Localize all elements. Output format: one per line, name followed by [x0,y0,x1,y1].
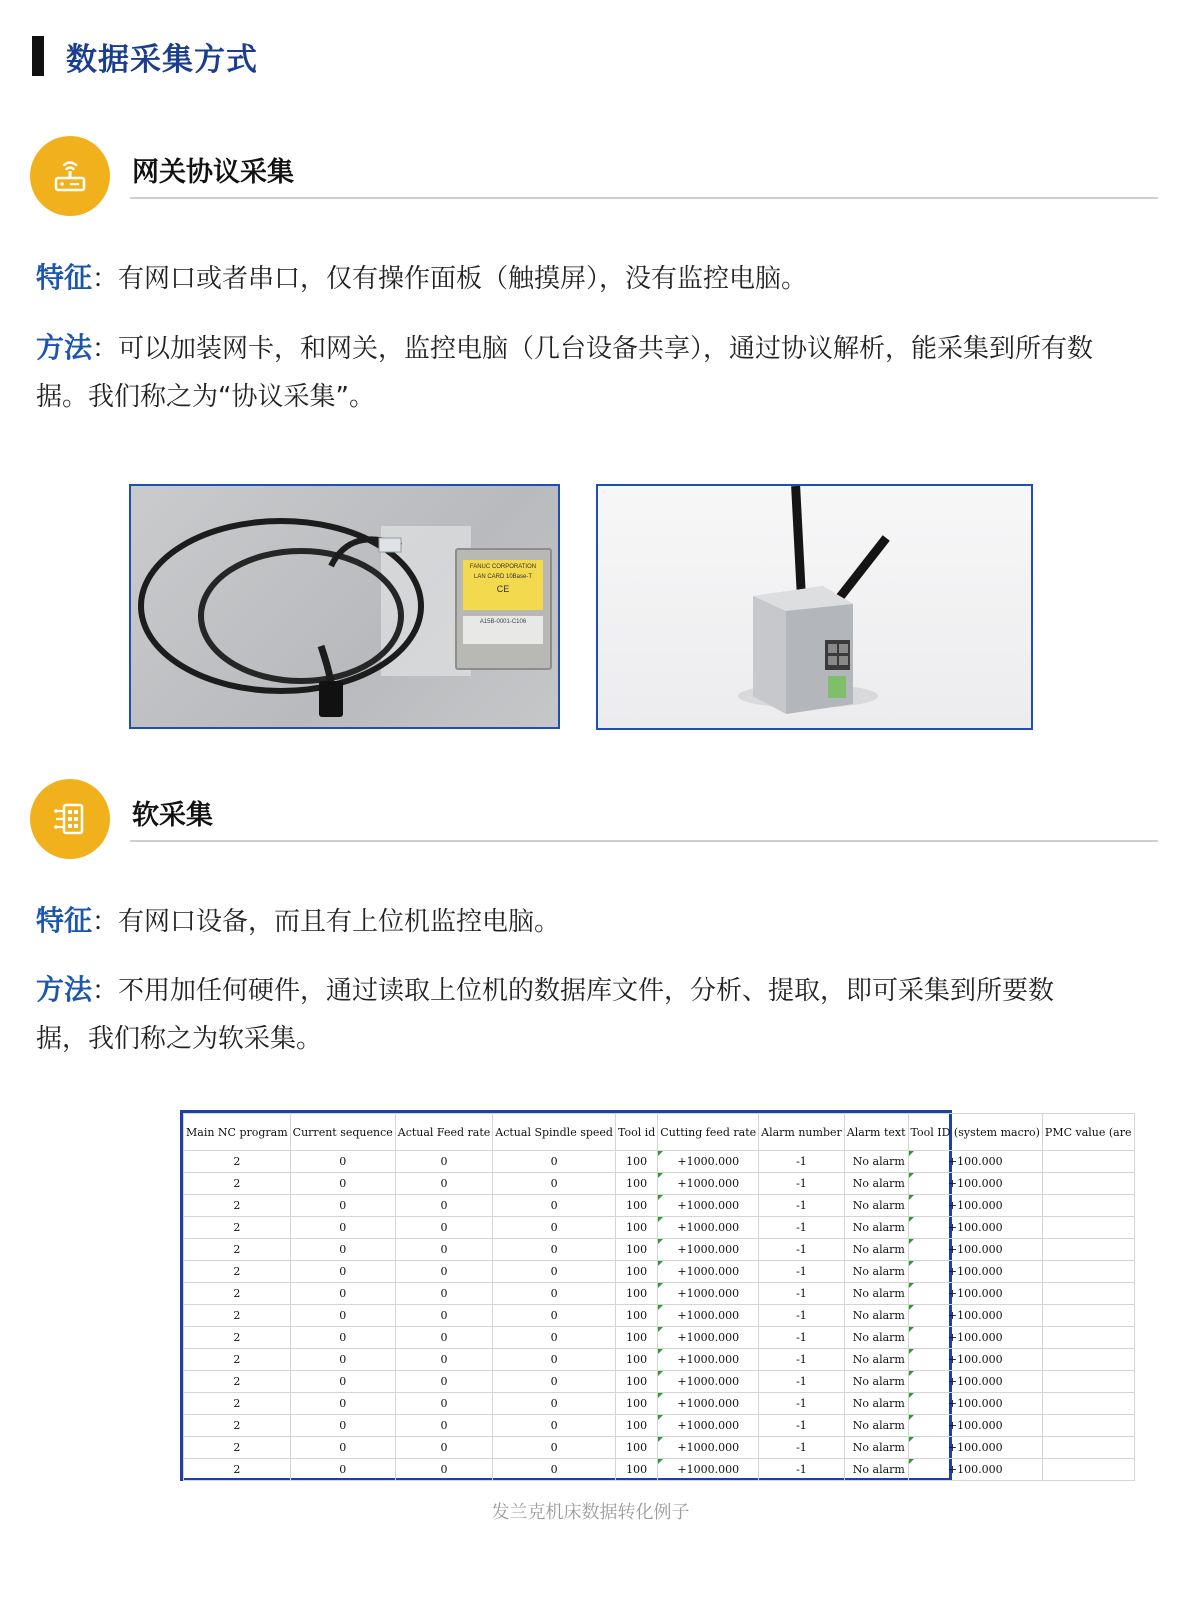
column-header: PMC value (are [1042,1114,1134,1151]
table-cell: +100.000 [908,1261,1042,1283]
card-label: LAN CARD 10Base-T [473,574,533,580]
table-cell: +100.000 [908,1151,1042,1173]
circuit-chip-icon [50,799,90,839]
table-cell: 2 [184,1415,291,1437]
table-cell: 100 [615,1415,657,1437]
table-cell: No alarm [844,1437,908,1459]
table-cell: No alarm [844,1371,908,1393]
table-cell: -1 [759,1459,845,1481]
table-row [184,1195,1135,1217]
column-header: Alarm number [759,1114,845,1151]
column-header: Tool id [615,1114,657,1151]
table-cell: -1 [759,1173,845,1195]
table-cell [1042,1371,1134,1393]
feature-paragraph-1 [36,254,1136,303]
table-cell [1042,1305,1134,1327]
table-cell: -1 [759,1151,845,1173]
table-cell [1042,1195,1134,1217]
table-cell: 0 [395,1371,493,1393]
table-cell: 2 [184,1349,291,1371]
fanuc-data-table [183,1113,1135,1481]
fanuc-data-table-frame [180,1110,1132,1481]
section-title: 网关协议采集 [132,157,294,188]
table-cell: 0 [493,1151,616,1173]
table-row [184,1459,1135,1481]
table-cell: +100.000 [908,1459,1042,1481]
table-cell: 2 [184,1195,291,1217]
method-paragraph-2 [36,966,1076,1063]
table-cell: 0 [395,1305,493,1327]
column-header: Main NC program [184,1114,291,1151]
page-title [32,36,258,76]
table-cell: 2 [184,1217,291,1239]
table-cell [1042,1261,1134,1283]
table-cell: 0 [290,1371,395,1393]
table-cell: 0 [290,1195,395,1217]
method-text: ：可以加装网卡，和网关，监控电脑（几台设备共享），通过协议解析，能采集到所有数据。我们称之为“协议采集”。 [36,334,1094,412]
table-cell: +1000.000 [658,1305,759,1327]
table-cell: No alarm [844,1393,908,1415]
table-cell: 0 [290,1283,395,1305]
table-cell: 0 [290,1393,395,1415]
method-paragraph-1 [36,324,1136,421]
table-cell: 0 [290,1305,395,1327]
table-cell: 0 [290,1349,395,1371]
table-cell: 0 [290,1437,395,1459]
table-cell: 100 [615,1327,657,1349]
table-row [184,1239,1135,1261]
table-cell: 0 [395,1217,493,1239]
table-row [184,1151,1135,1173]
table-cell: -1 [759,1239,845,1261]
section-divider [130,197,1158,199]
table-cell: -1 [759,1415,845,1437]
method-text: ：不用加任何硬件，通过读取上位机的数据库文件，分析、提取，即可采集到所要数据，我们称之为软采集。 [36,976,1055,1054]
table-cell: +1000.000 [658,1459,759,1481]
column-header: Tool ID (system macro) [908,1114,1042,1151]
table-cell: 0 [290,1415,395,1437]
table-cell: +1000.000 [658,1173,759,1195]
lan-card [455,548,552,670]
table-cell: 0 [290,1217,395,1239]
table-row [184,1437,1135,1459]
table-row [184,1371,1135,1393]
table-cell: No alarm [844,1459,908,1481]
table-cell: 0 [493,1349,616,1371]
method-label: 方法 [36,973,93,1006]
table-caption: 发兰克机床数据转化例子 [491,1502,690,1523]
section-header-gateway [30,136,1158,220]
table-cell [1042,1327,1134,1349]
table-cell: 100 [615,1393,657,1415]
table-cell: +100.000 [908,1239,1042,1261]
feature-paragraph-2 [36,897,1136,946]
table-cell: -1 [759,1327,845,1349]
table-cell: 0 [290,1327,395,1349]
table-cell: No alarm [844,1415,908,1437]
column-header: Current sequence [290,1114,395,1151]
feature-label: 特征 [36,261,93,294]
table-cell: +1000.000 [658,1327,759,1349]
table-cell: +1000.000 [658,1437,759,1459]
page-title-text: 数据采集方式 [66,41,258,78]
method-label: 方法 [36,331,93,364]
table-cell: 2 [184,1371,291,1393]
table-cell: 100 [615,1173,657,1195]
table-cell: 0 [395,1327,493,1349]
table-cell: -1 [759,1283,845,1305]
table-cell: 100 [615,1283,657,1305]
title-bar [32,36,44,76]
table-cell: 0 [395,1151,493,1173]
section-title: 软采集 [132,800,213,831]
table-cell: 2 [184,1327,291,1349]
table-cell: +1000.000 [658,1393,759,1415]
table-cell: +100.000 [908,1393,1042,1415]
table-cell: 0 [493,1437,616,1459]
table-cell: 0 [395,1239,493,1261]
table-cell: 0 [395,1393,493,1415]
table-row [184,1217,1135,1239]
table-cell: +100.000 [908,1415,1042,1437]
table-cell: 2 [184,1459,291,1481]
table-cell [1042,1283,1134,1305]
table-cell: 100 [615,1151,657,1173]
table-cell: 0 [290,1459,395,1481]
table-cell [1042,1151,1134,1173]
table-cell: 0 [395,1349,493,1371]
table-cell: +100.000 [908,1283,1042,1305]
table-cell: +100.000 [908,1371,1042,1393]
table-cell: -1 [759,1217,845,1239]
table-cell: -1 [759,1261,845,1283]
table-cell: 2 [184,1239,291,1261]
table-cell: +100.000 [908,1349,1042,1371]
table-cell: 0 [493,1239,616,1261]
table-cell: 0 [290,1173,395,1195]
table-cell: +100.000 [908,1327,1042,1349]
table-cell: 2 [184,1283,291,1305]
router-icon [50,156,90,196]
column-header: Actual Spindle speed [493,1114,616,1151]
table-cell: 0 [395,1459,493,1481]
table-cell: 0 [395,1173,493,1195]
table-cell: 0 [395,1415,493,1437]
table-row [184,1393,1135,1415]
table-cell: +100.000 [908,1195,1042,1217]
table-cell: 0 [493,1173,616,1195]
table-row [184,1173,1135,1195]
table-cell: +1000.000 [658,1261,759,1283]
table-cell: +1000.000 [658,1415,759,1437]
table-row [184,1305,1135,1327]
table-cell: +100.000 [908,1437,1042,1459]
feature-text: ：有网口设备，而且有上位机监控电脑。 [92,907,561,937]
table-cell: 2 [184,1151,291,1173]
table-cell: +1000.000 [658,1239,759,1261]
table-cell: 0 [395,1437,493,1459]
table-cell: 100 [615,1261,657,1283]
table-cell: 0 [290,1261,395,1283]
table-cell: -1 [759,1393,845,1415]
column-header: Cutting feed rate [658,1114,759,1151]
table-cell: No alarm [844,1195,908,1217]
table-cell: 2 [184,1305,291,1327]
table-cell: 0 [493,1327,616,1349]
section-icon-circle [30,136,110,216]
table-cell: +1000.000 [658,1217,759,1239]
table-cell: +1000.000 [658,1195,759,1217]
table-cell: 100 [615,1371,657,1393]
table-cell: 100 [615,1437,657,1459]
table-cell: 0 [493,1459,616,1481]
section-header-soft [30,779,1158,863]
table-cell [1042,1393,1134,1415]
table-cell: No alarm [844,1327,908,1349]
table-cell: 0 [395,1283,493,1305]
table-cell [1042,1415,1134,1437]
table-cell: No alarm [844,1349,908,1371]
table-cell: No alarm [844,1151,908,1173]
table-cell: +100.000 [908,1173,1042,1195]
table-cell: 0 [493,1195,616,1217]
table-cell: +1000.000 [658,1349,759,1371]
table-cell: No alarm [844,1217,908,1239]
card-mark: CE [496,584,510,594]
table-cell: No alarm [844,1261,908,1283]
table-cell: 0 [395,1195,493,1217]
table-cell: -1 [759,1195,845,1217]
table-cell: +1000.000 [658,1283,759,1305]
table-cell: 0 [493,1261,616,1283]
card-code: A15B-0001-C106 [479,619,527,625]
table-cell [1042,1173,1134,1195]
feature-text: ：有网口或者串口，仅有操作面板（触摸屏），没有监控电脑。 [92,264,808,294]
table-row [184,1327,1135,1349]
table-cell [1042,1459,1134,1481]
table-row [184,1261,1135,1283]
table-cell: 2 [184,1261,291,1283]
table-cell: 2 [184,1173,291,1195]
table-cell: -1 [759,1371,845,1393]
table-cell: 0 [493,1283,616,1305]
table-cell: 0 [493,1217,616,1239]
table-cell: 0 [290,1239,395,1261]
table-cell: +100.000 [908,1305,1042,1327]
table-row [184,1349,1135,1371]
feature-label: 特征 [36,904,93,937]
section-icon-circle [30,779,110,859]
table-cell: -1 [759,1349,845,1371]
table-cell: 0 [290,1151,395,1173]
table-cell: 0 [493,1415,616,1437]
table-row [184,1415,1135,1437]
gateway-photo [596,484,1033,730]
table-cell: +100.000 [908,1217,1042,1239]
table-cell: No alarm [844,1173,908,1195]
table-cell: +1000.000 [658,1151,759,1173]
table-cell: +1000.000 [658,1371,759,1393]
table-cell: No alarm [844,1305,908,1327]
table-cell: 100 [615,1239,657,1261]
table-cell: 100 [615,1349,657,1371]
table-cell [1042,1349,1134,1371]
table-cell [1042,1217,1134,1239]
table-cell: No alarm [844,1283,908,1305]
table-cell: No alarm [844,1239,908,1261]
card-brand: FANUC CORPORATION [469,564,537,570]
table-cell [1042,1437,1134,1459]
table-cell: 2 [184,1393,291,1415]
table-cell: -1 [759,1437,845,1459]
gateway-device-illustration [598,486,1031,728]
table-cell: 0 [395,1261,493,1283]
table-cell: 2 [184,1437,291,1459]
section-divider [130,840,1158,842]
table-row [184,1283,1135,1305]
column-header: Actual Feed rate [395,1114,493,1151]
table-cell: 0 [493,1393,616,1415]
table-cell: -1 [759,1305,845,1327]
table-cell: 0 [493,1371,616,1393]
column-header: Alarm text [844,1114,908,1151]
table-header-row [184,1114,1135,1151]
table-cell: 100 [615,1459,657,1481]
table-cell [1042,1239,1134,1261]
lan-card-photo [129,484,560,729]
table-cell: 0 [493,1305,616,1327]
table-cell: 100 [615,1217,657,1239]
table-cell: 100 [615,1195,657,1217]
table-cell: 100 [615,1305,657,1327]
